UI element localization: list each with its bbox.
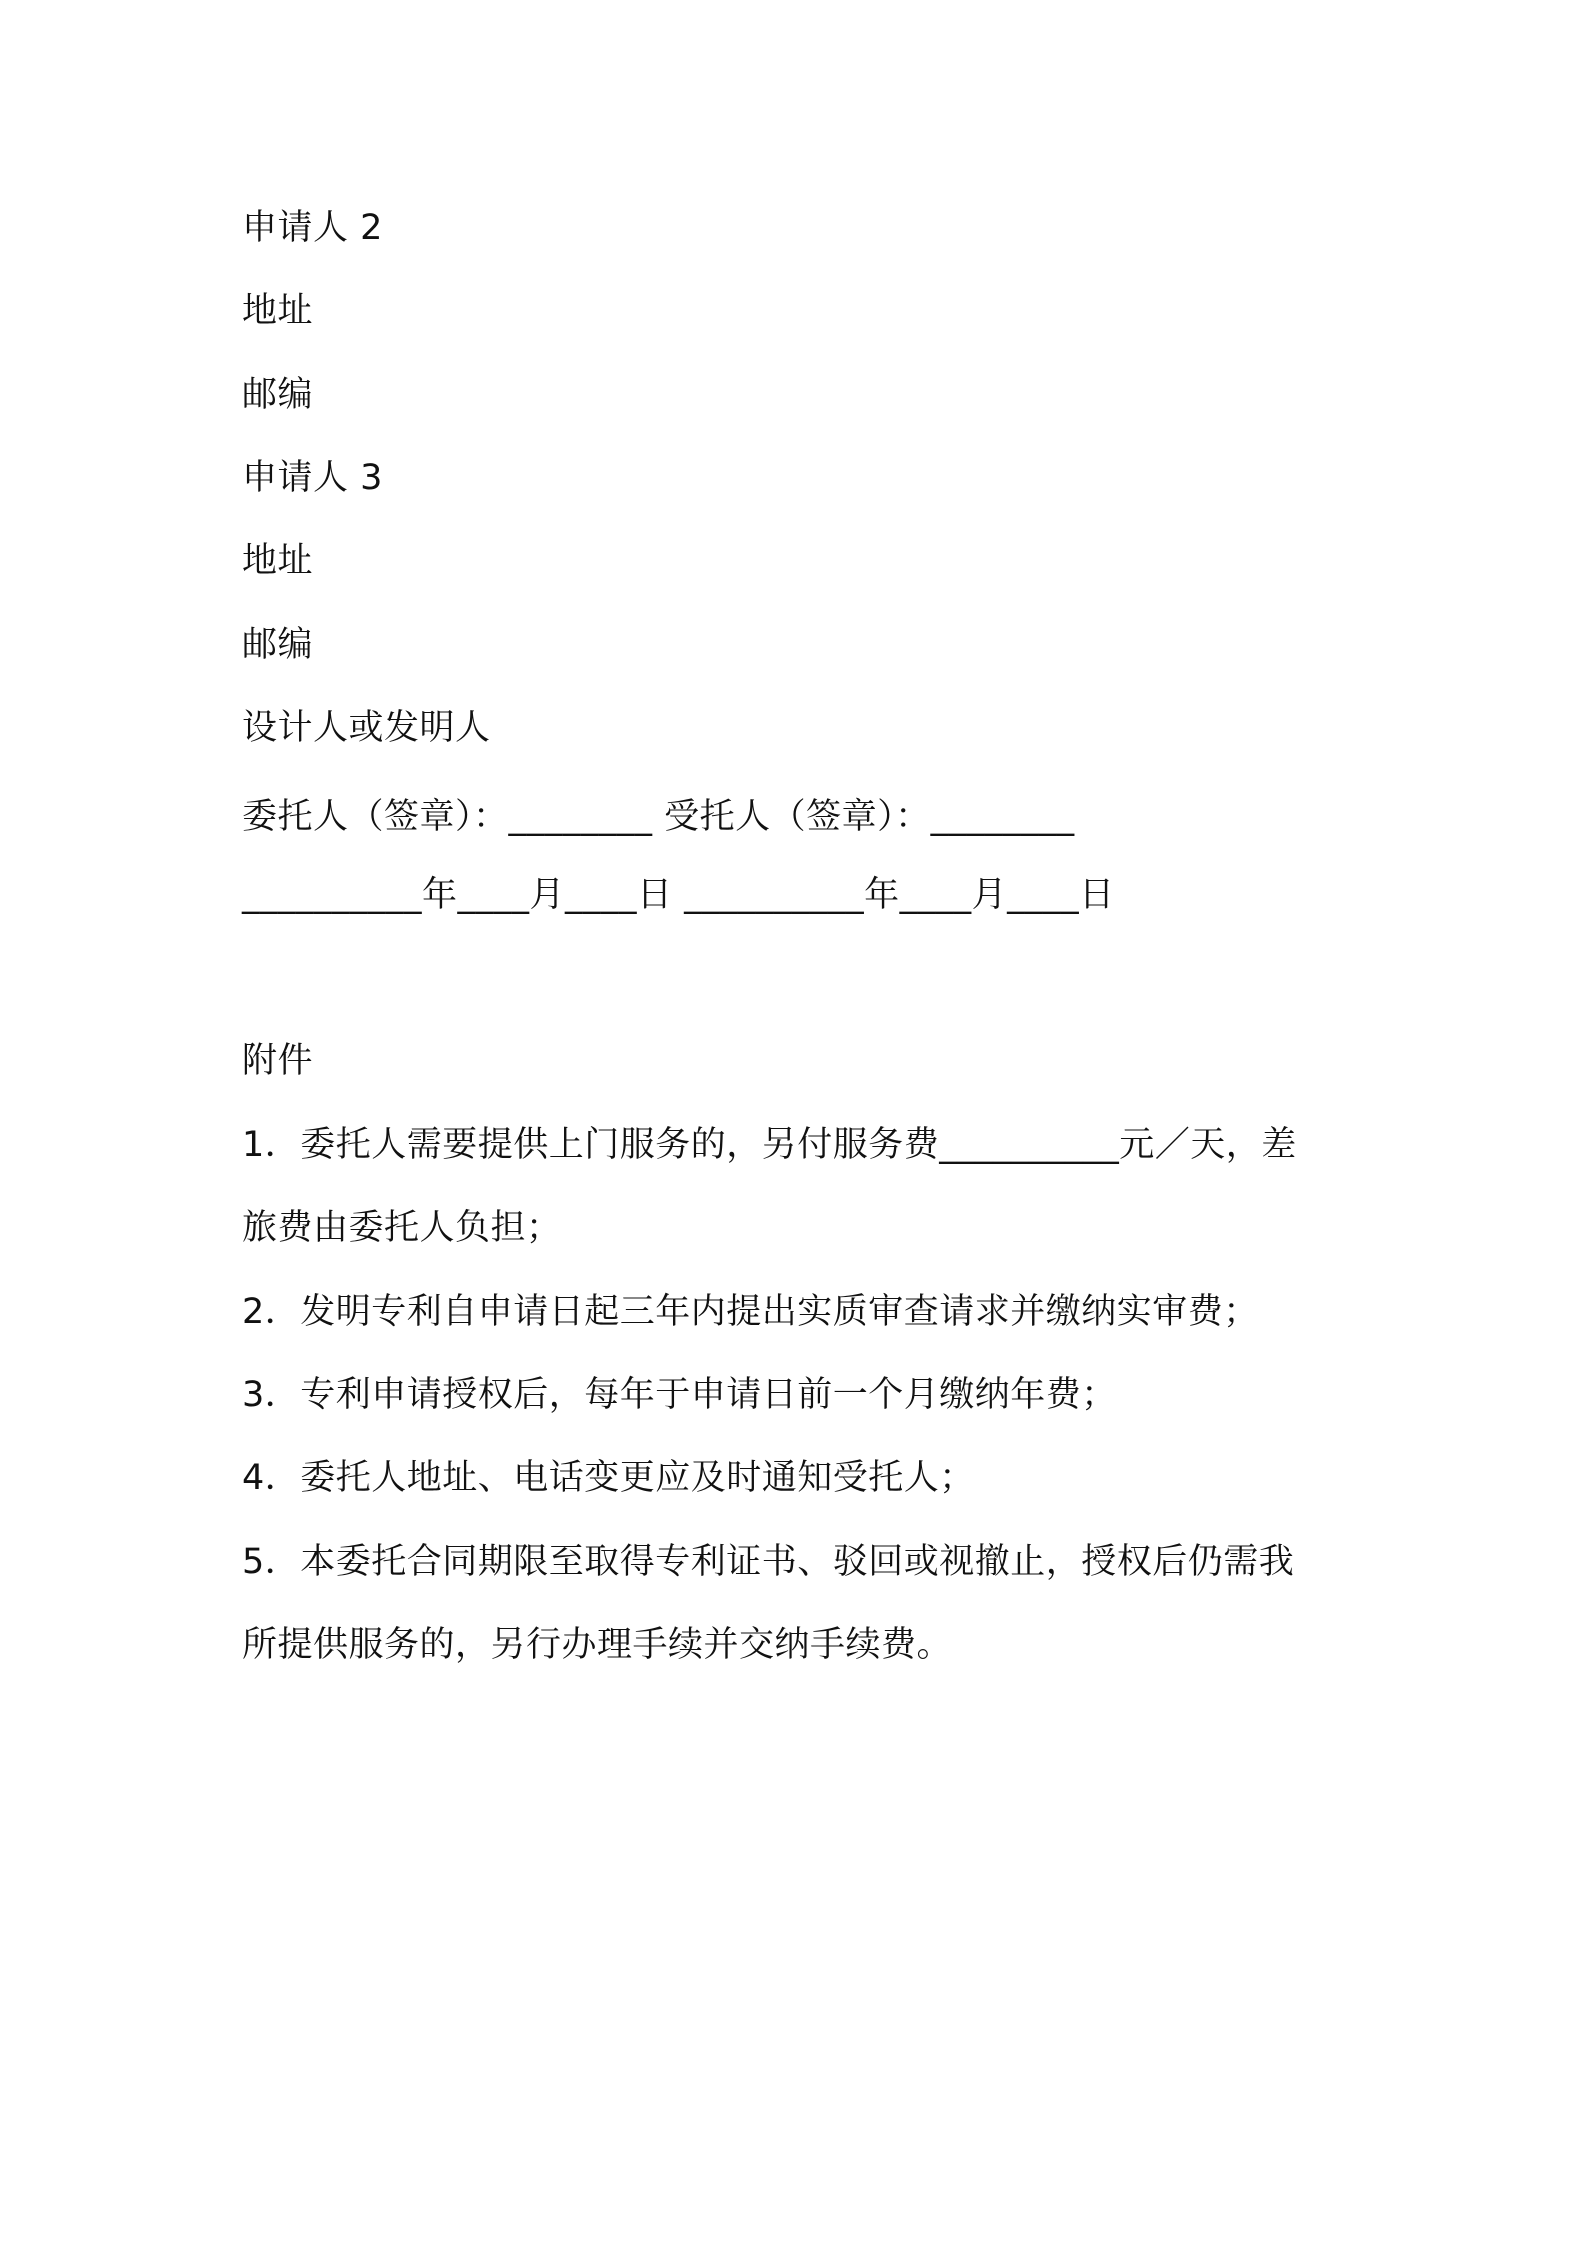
attachment-line: 旅费由委托人负担； bbox=[242, 1208, 562, 1248]
date-line: __________年____月____日 __________年____月____日 bbox=[242, 875, 1115, 915]
attachment-line: 3．专利申请授权后，每年于申请日前一个月缴纳年费； bbox=[242, 1375, 1117, 1415]
attachment-heading: 附件 bbox=[242, 1041, 314, 1081]
attachment-line: 所提供服务的，另行办理手续并交纳手续费。 bbox=[242, 1625, 953, 1665]
attachment-line: 4．委托人地址、电话变更应及时通知受托人； bbox=[242, 1458, 975, 1498]
inventor-label: 设计人或发明人 bbox=[242, 708, 491, 748]
signature-line: 委托人（签章）：________ 受托人（签章）：________ bbox=[242, 797, 1075, 837]
applicant-2-label: 申请人 2 bbox=[242, 208, 383, 248]
applicant-2-address-label: 地址 bbox=[242, 291, 314, 331]
applicant-2-postcode-label: 邮编 bbox=[242, 375, 314, 415]
attachment-line: 2．发明专利自申请日起三年内提出实质审查请求并缴纳实审费； bbox=[242, 1292, 1259, 1332]
applicant-3-label: 申请人 3 bbox=[242, 458, 383, 498]
applicant-3-postcode-label: 邮编 bbox=[242, 625, 314, 665]
applicant-3-address-label: 地址 bbox=[242, 541, 314, 581]
attachment-line: 1．委托人需要提供上门服务的，另付服务费__________元／天，差 bbox=[242, 1125, 1297, 1165]
attachment-line: 5．本委托合同期限至取得专利证书、驳回或视撤止，授权后仍需我 bbox=[242, 1542, 1295, 1582]
